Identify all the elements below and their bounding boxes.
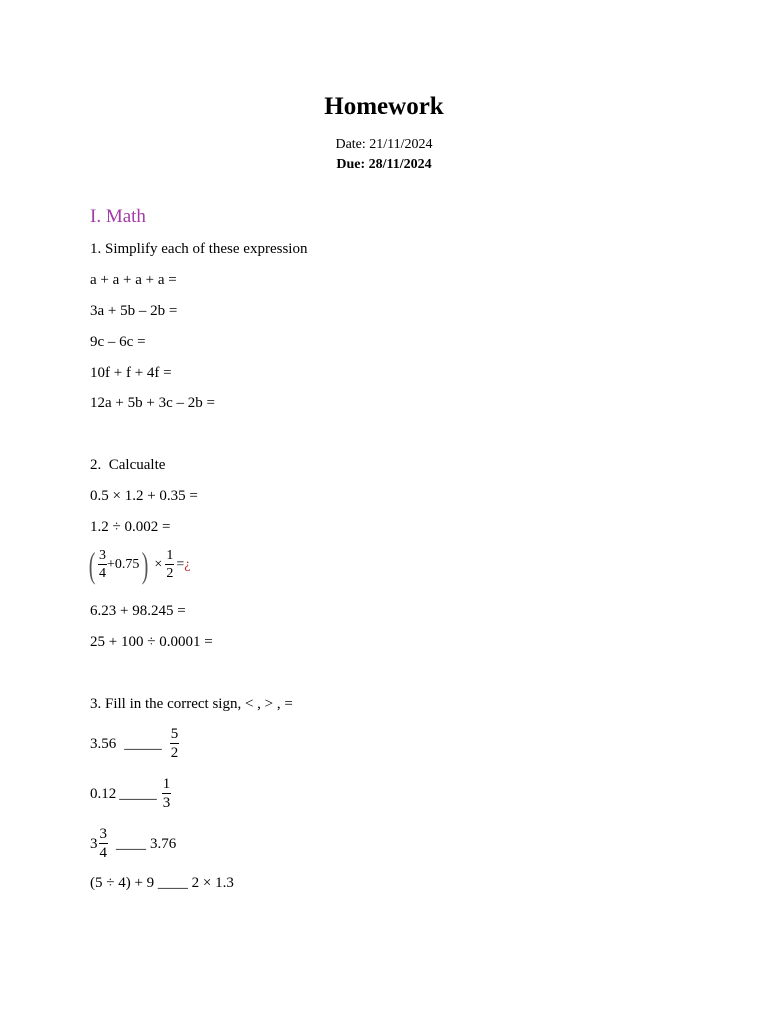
numerator: 1	[166, 548, 174, 563]
fraction-three-quarters	[98, 549, 107, 581]
equals-sign: =	[176, 557, 185, 572]
q2-prompt: 2. Calcualte	[90, 457, 166, 473]
denominator: 4	[99, 845, 107, 861]
q1-item: a + a + a + a =	[90, 272, 177, 288]
fraction-five-halves	[170, 727, 180, 761]
answer-blank: _____	[119, 785, 157, 802]
left-value: 3.56	[90, 735, 117, 752]
q1-item: 9c – 6c =	[90, 334, 146, 350]
date-line: Date: 21/11/2024	[335, 137, 433, 152]
result-placeholder: ¿	[184, 557, 191, 572]
q2-item: 0.5 × 1.2 + 0.35 =	[90, 488, 198, 504]
denominator: 2	[166, 566, 174, 581]
q3-item-2	[90, 777, 171, 811]
plus-term: +0.75	[107, 557, 140, 572]
fraction-one-half	[165, 549, 174, 581]
numerator: 3	[99, 826, 107, 842]
answer-blank: ____	[116, 835, 146, 852]
right-paren: )	[142, 545, 149, 585]
fraction-three-quarters	[99, 827, 109, 861]
answer-blank: _____	[124, 735, 162, 752]
denominator: 3	[162, 795, 171, 811]
q3-item-1	[90, 727, 179, 761]
q2-item: 1.2 ÷ 0.002 =	[90, 519, 171, 535]
q3-prompt: 3. Fill in the correct sign, < , > , =	[90, 696, 293, 712]
mixed-whole: 3	[90, 835, 98, 852]
q2-item: 25 + 100 ÷ 0.0001 =	[90, 634, 213, 650]
q2-fraction-expression	[86, 547, 190, 583]
document-title: Homework	[324, 93, 444, 120]
q3-item-3	[90, 827, 176, 861]
left-value: 0.12	[90, 785, 117, 802]
q3-item-4: (5 ÷ 4) + 9 ____ 2 × 1.3	[90, 875, 234, 891]
q1-prompt: 1. Simplify each of these expression	[90, 241, 308, 257]
right-value: 3.76	[150, 835, 177, 852]
section-heading-math: I. Math	[90, 206, 146, 227]
denominator: 4	[99, 566, 106, 581]
denominator: 2	[170, 745, 179, 761]
q1-item: 3a + 5b – 2b =	[90, 303, 178, 319]
fraction-one-third	[162, 777, 172, 811]
q2-item: 6.23 + 98.245 =	[90, 603, 186, 619]
numerator: 3	[99, 548, 106, 563]
numerator: 1	[162, 776, 171, 792]
numerator: 5	[170, 726, 179, 742]
due-line: Due: 28/11/2024	[336, 157, 432, 172]
q1-item: 10f + f + 4f =	[90, 365, 172, 381]
q1-item: 12a + 5b + 3c – 2b =	[90, 395, 215, 411]
left-paren: (	[88, 545, 96, 585]
times-sign: ×	[154, 557, 163, 572]
